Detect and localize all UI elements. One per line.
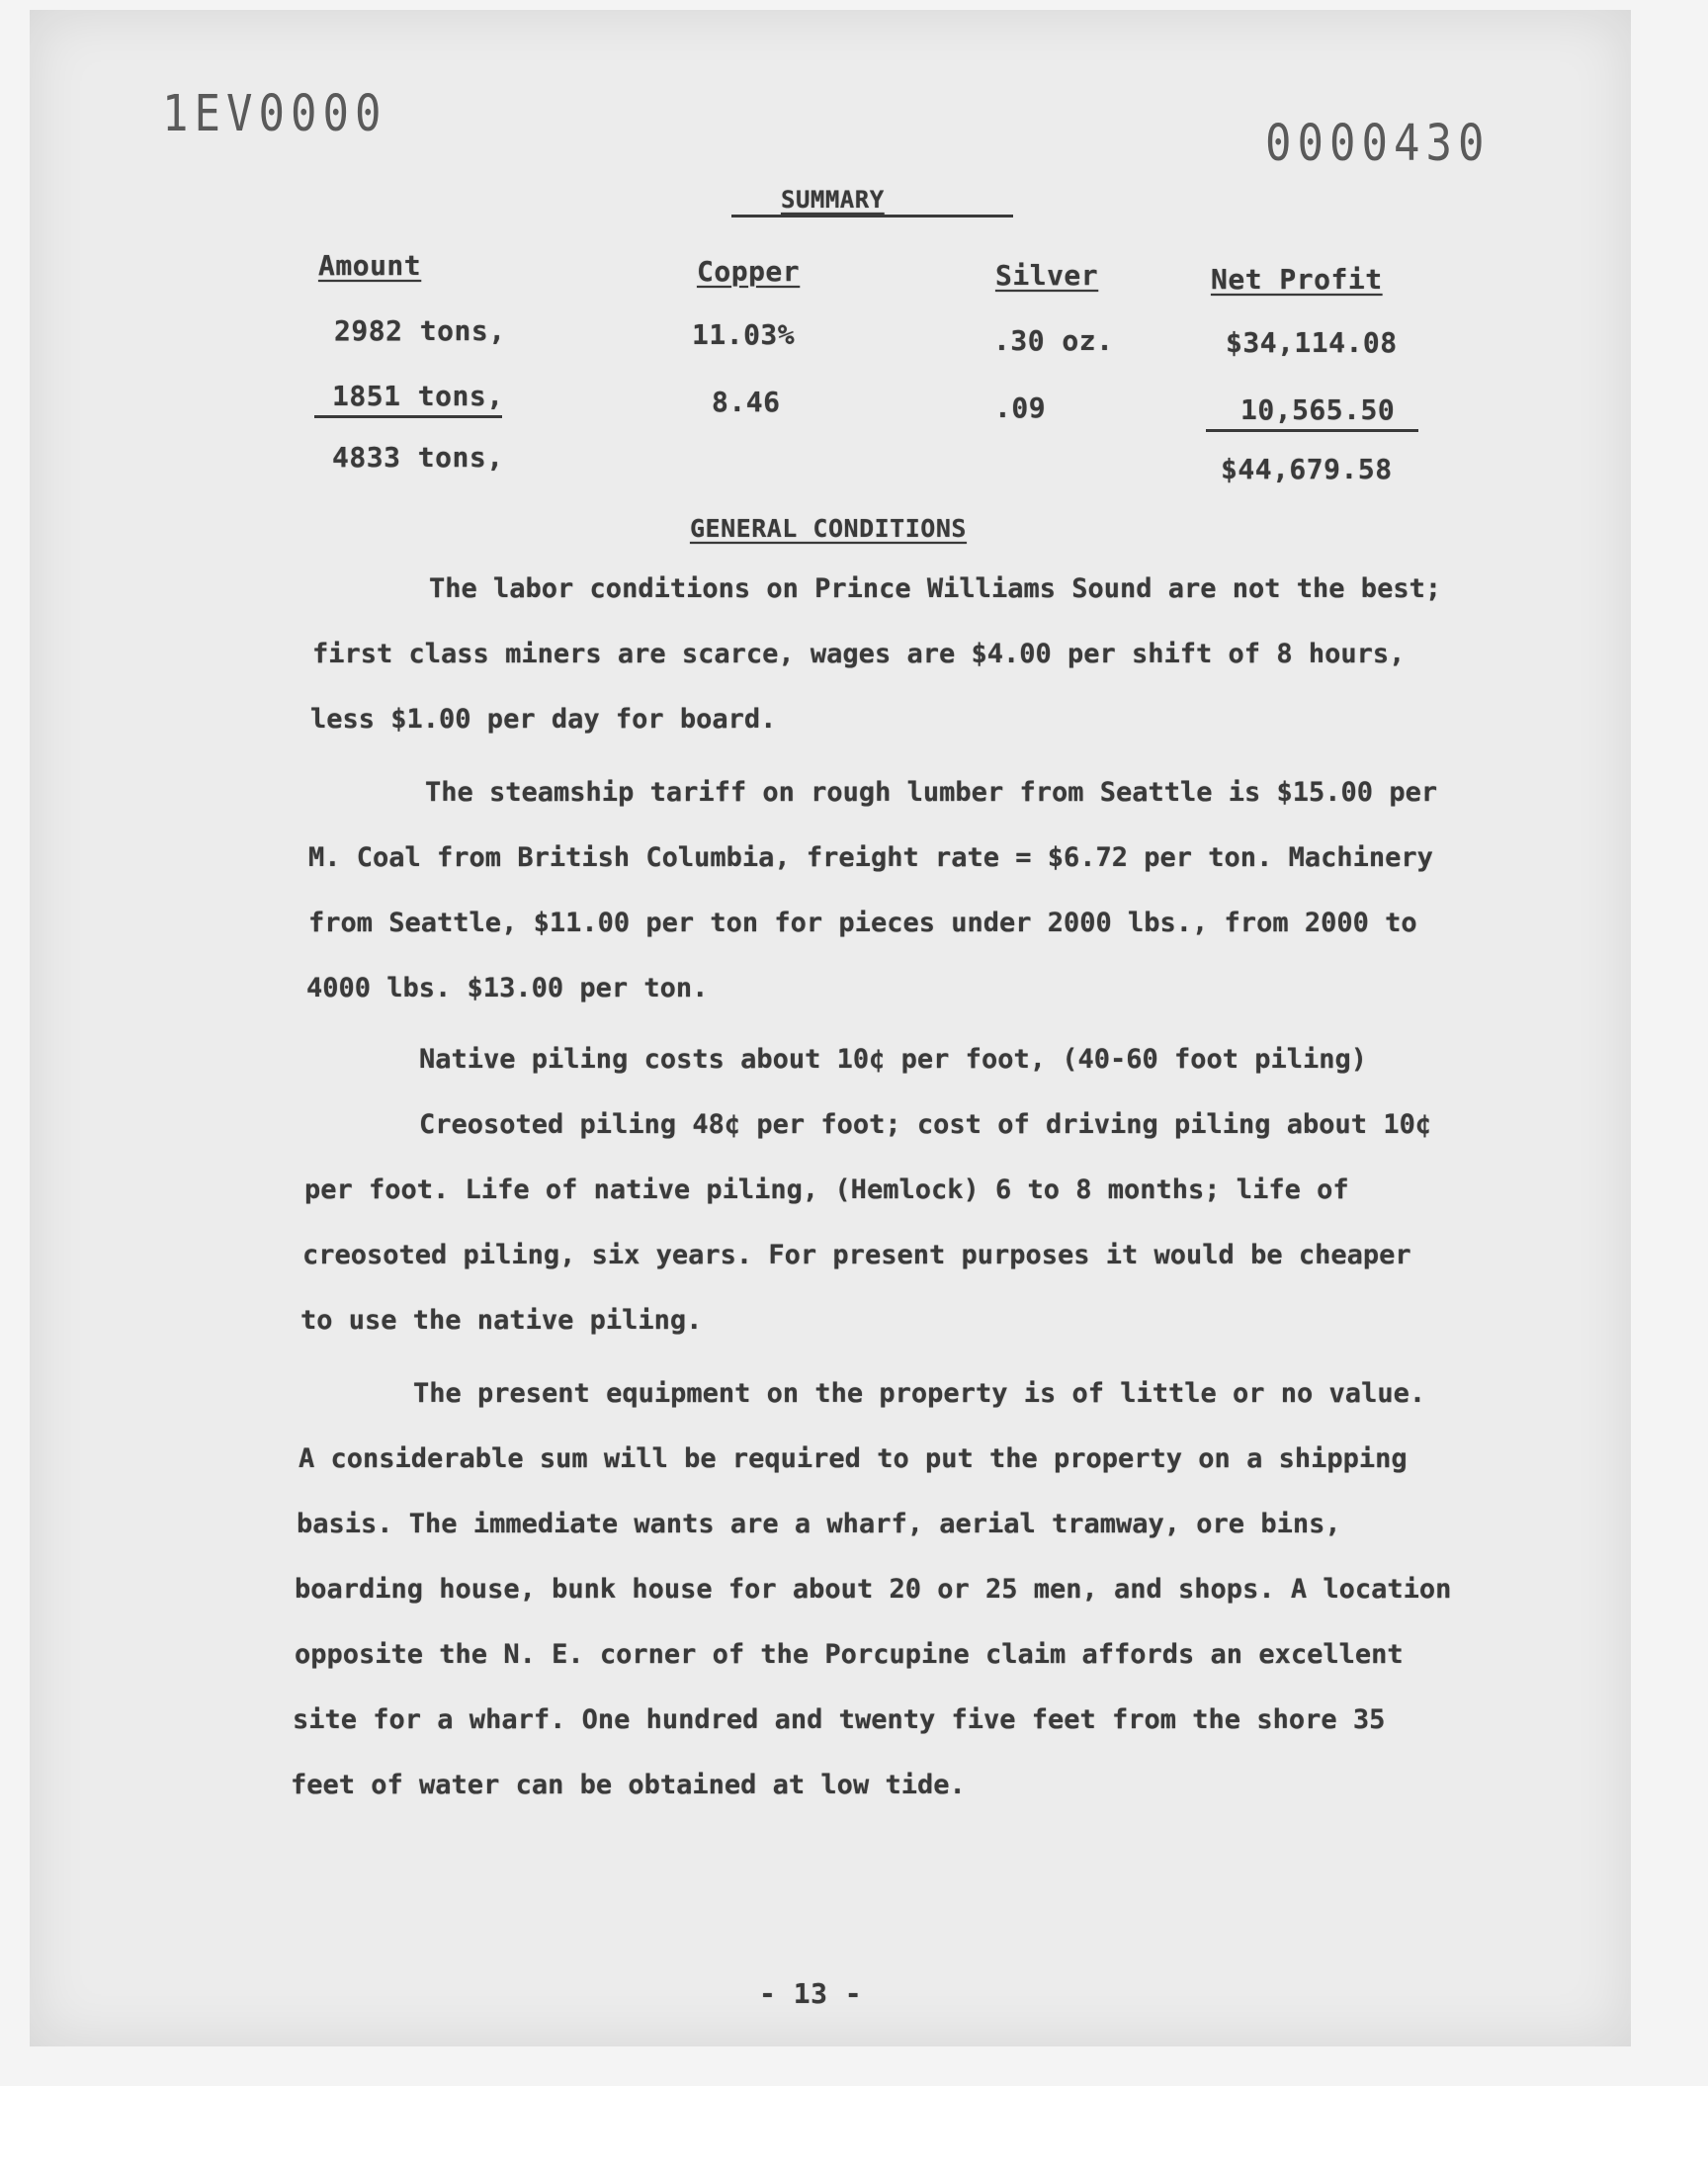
col-header-net-profit: Net Profit [1211, 263, 1383, 296]
p1-line2: first class miners are scarce, wages are $4.00 per shift of 8 hours, [312, 639, 1406, 669]
p4-line4: to use the native piling. [300, 1305, 703, 1336]
p5-line7: feet of water can be obtained at low tide. [291, 1770, 966, 1800]
row2-net-profit: 10,565.50 [1240, 393, 1396, 426]
row3-net-profit: $44,679.58 [1221, 453, 1393, 485]
row1-copper: 11.03% [692, 318, 796, 351]
p5-line2: A considerable sum will be required to put the property on a shipping [299, 1443, 1408, 1474]
p4-line3: creosoted piling, six years. For present purposes it would be cheaper [302, 1240, 1411, 1270]
p5-line1: The present equipment on the property is of little or no value. [413, 1378, 1426, 1409]
row3-amount: 4833 tons, [332, 441, 504, 474]
row2-net-profit-rule [1206, 429, 1418, 432]
row1-amount: 2982 tons, [334, 314, 506, 347]
stamp-right: 0000430 [1265, 115, 1491, 173]
p4-line2: per foot. Life of native piling, (Hemlock) 6 to 8 months; life of [304, 1174, 1349, 1205]
col-header-copper: Copper [697, 255, 801, 288]
p5-line3: basis. The immediate wants are a wharf, aerial tramway, ore bins, [297, 1509, 1341, 1539]
p5-line4: boarding house, bunk house for about 20 or 25 men, and shops. A location [295, 1574, 1452, 1605]
p1-line3: less $1.00 per day for board. [310, 704, 777, 735]
p2-line1: The steamship tariff on rough lumber from Seattle is $15.00 per [425, 777, 1438, 808]
p2-line3: from Seattle, $11.00 per ton for pieces under 2000 lbs., from 2000 to [308, 908, 1417, 938]
summary-title: SUMMARY [781, 186, 885, 214]
p2-line4: 4000 lbs. $13.00 per ton. [306, 973, 709, 1003]
general-conditions-title: GENERAL CONDITIONS [690, 514, 967, 543]
p2-line2: M. Coal from British Columbia, freight rate = $6.72 per ton. Machinery [308, 842, 1433, 873]
row2-silver: .09 [994, 392, 1047, 424]
col-header-amount: Amount [318, 249, 422, 282]
row1-net-profit: $34,114.08 [1226, 326, 1398, 359]
p5-line5: opposite the N. E. corner of the Porcupine claim affords an excellent [295, 1639, 1404, 1670]
bottom-margin [0, 2086, 1708, 2175]
document-page [30, 10, 1631, 2046]
p1-line1: The labor conditions on Prince Williams Sound are not the best; [429, 573, 1442, 604]
stamp-left: 1EV0000 [162, 85, 387, 143]
row2-amount-rule [314, 415, 502, 418]
row1-silver: .30 oz. [993, 324, 1114, 357]
summary-title-rule [731, 215, 1013, 218]
row2-amount: 1851 tons, [332, 380, 504, 412]
page-number: - 13 - [759, 1977, 863, 2010]
p5-line6: site for a wharf. One hundred and twenty five feet from the shore 35 [293, 1704, 1386, 1735]
row2-copper: 8.46 [712, 386, 781, 418]
col-header-silver: Silver [995, 259, 1099, 292]
p3-line1: Native piling costs about 10¢ per foot, (40-60 foot piling) [419, 1044, 1368, 1075]
p4-line1: Creosoted piling 48¢ per foot; cost of driving piling about 10¢ [419, 1109, 1432, 1140]
